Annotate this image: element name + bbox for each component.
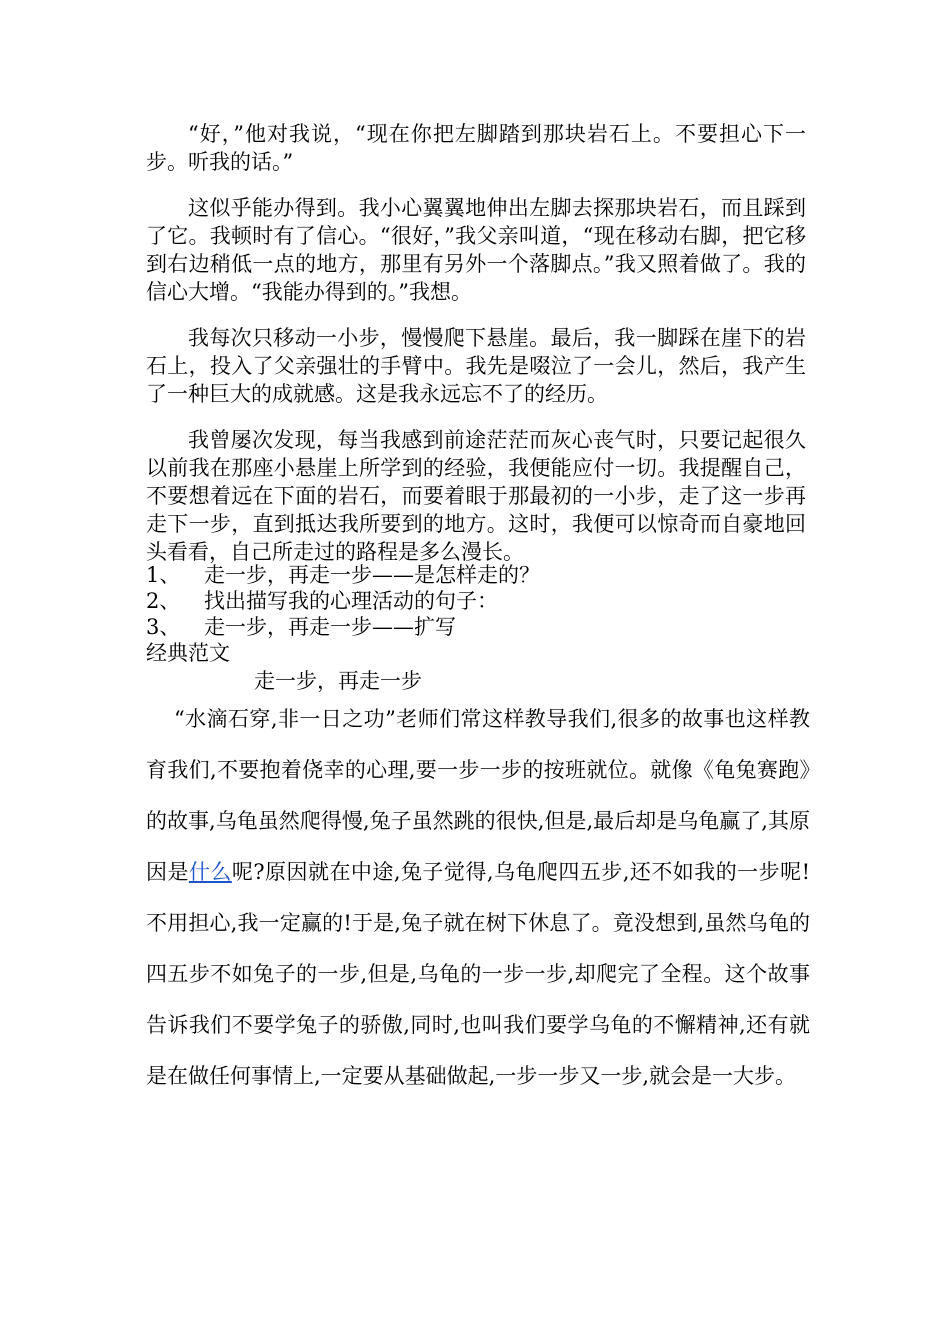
sample-essay bbox=[146, 694, 810, 1102]
passage-paragraph-4: 我曾屡次发现，每当我感到前途茫茫而灰心丧气时，只要记起很久以前我在那座小悬崖上所学到的经验，我便能应付一切。我提醒自己，不要想着远在下面的岩石，而要着眼于那最初的一小步，走了这一步再走下一步，直到抵达我所要到的地方。这时，我便可以惊奇而自豪地回头看看，自己所走过的路程是多么漫长。 bbox=[146, 428, 806, 564]
question-item-2 bbox=[146, 588, 806, 614]
question-list bbox=[146, 562, 806, 694]
sample-heading: 经典范文 bbox=[146, 641, 230, 665]
question-number: 1、 bbox=[146, 563, 181, 587]
question-number: 2、 bbox=[146, 589, 181, 613]
essay-paragraph bbox=[146, 694, 810, 1102]
question-text: 找出描写我的心理活动的句子： bbox=[204, 589, 498, 613]
essay-text-after-link: 呢?原因就在中途,兔子觉得,乌龟爬四五步,还不如我的一步呢!不用担心,我一定赢的!于是,兔子就在树下休息了。竟没想到,虽然乌龟的四五步不如兔子的一步,但是,乌龟的一步一步,却爬完了全程。这个故事告诉我们不要学兔子的骄傲,同时,也叫我们要学乌龟的不懈精神,还有就是在做任何事情上,一定要从基础做起,一步一步又一步,就会是一大步。 bbox=[146, 860, 811, 1088]
question-item-1 bbox=[146, 562, 806, 588]
passage-paragraph-2: 这似乎能办得到。我小心翼翼地伸出左脚去探那块岩石，而且踩到了它。我顿时有了信心。“很好，”我父亲叫道，“现在移动右脚，把它移到右边稍低一点的地方，那里有另外一个落脚点。”我又照着做了。我的信心大增。“我能办得到的。”我想。 bbox=[146, 196, 806, 304]
essay-title: 走一步，再走一步 bbox=[254, 669, 422, 693]
essay-link[interactable]: 什么 bbox=[188, 860, 232, 884]
question-text: 走一步，再走一步——是怎样走的？ bbox=[204, 563, 540, 587]
essay-text-before-link: “水滴石穿,非一日之功”老师们常这样教导我们,很多的故事也这样教育我们,不要抱着侥幸的心理,要一步一步的按班就位。就像《龟兔赛跑》的故事,乌龟虽然爬得慢,兔子虽然跳的很快,但是,最后却是乌龟赢了,其原因是 bbox=[146, 707, 810, 884]
question-item-3 bbox=[146, 614, 806, 640]
reading-passage bbox=[146, 120, 806, 584]
passage-paragraph-1: “好，”他对我说，“现在你把左脚踏到那块岩石上。不要担心下一步。听我的话。” bbox=[146, 122, 806, 174]
question-text: 走一步，再走一步——扩写 bbox=[204, 615, 456, 639]
question-number: 3、 bbox=[146, 615, 181, 639]
passage-paragraph-3: 我每次只移动一小步，慢慢爬下悬崖。最后，我一脚踩在崖下的岩石上，投入了父亲强壮的手臂中。我先是啜泣了一会儿，然后，我产生了一种巨大的成就感。这是我永远忘不了的经历。 bbox=[146, 326, 806, 406]
